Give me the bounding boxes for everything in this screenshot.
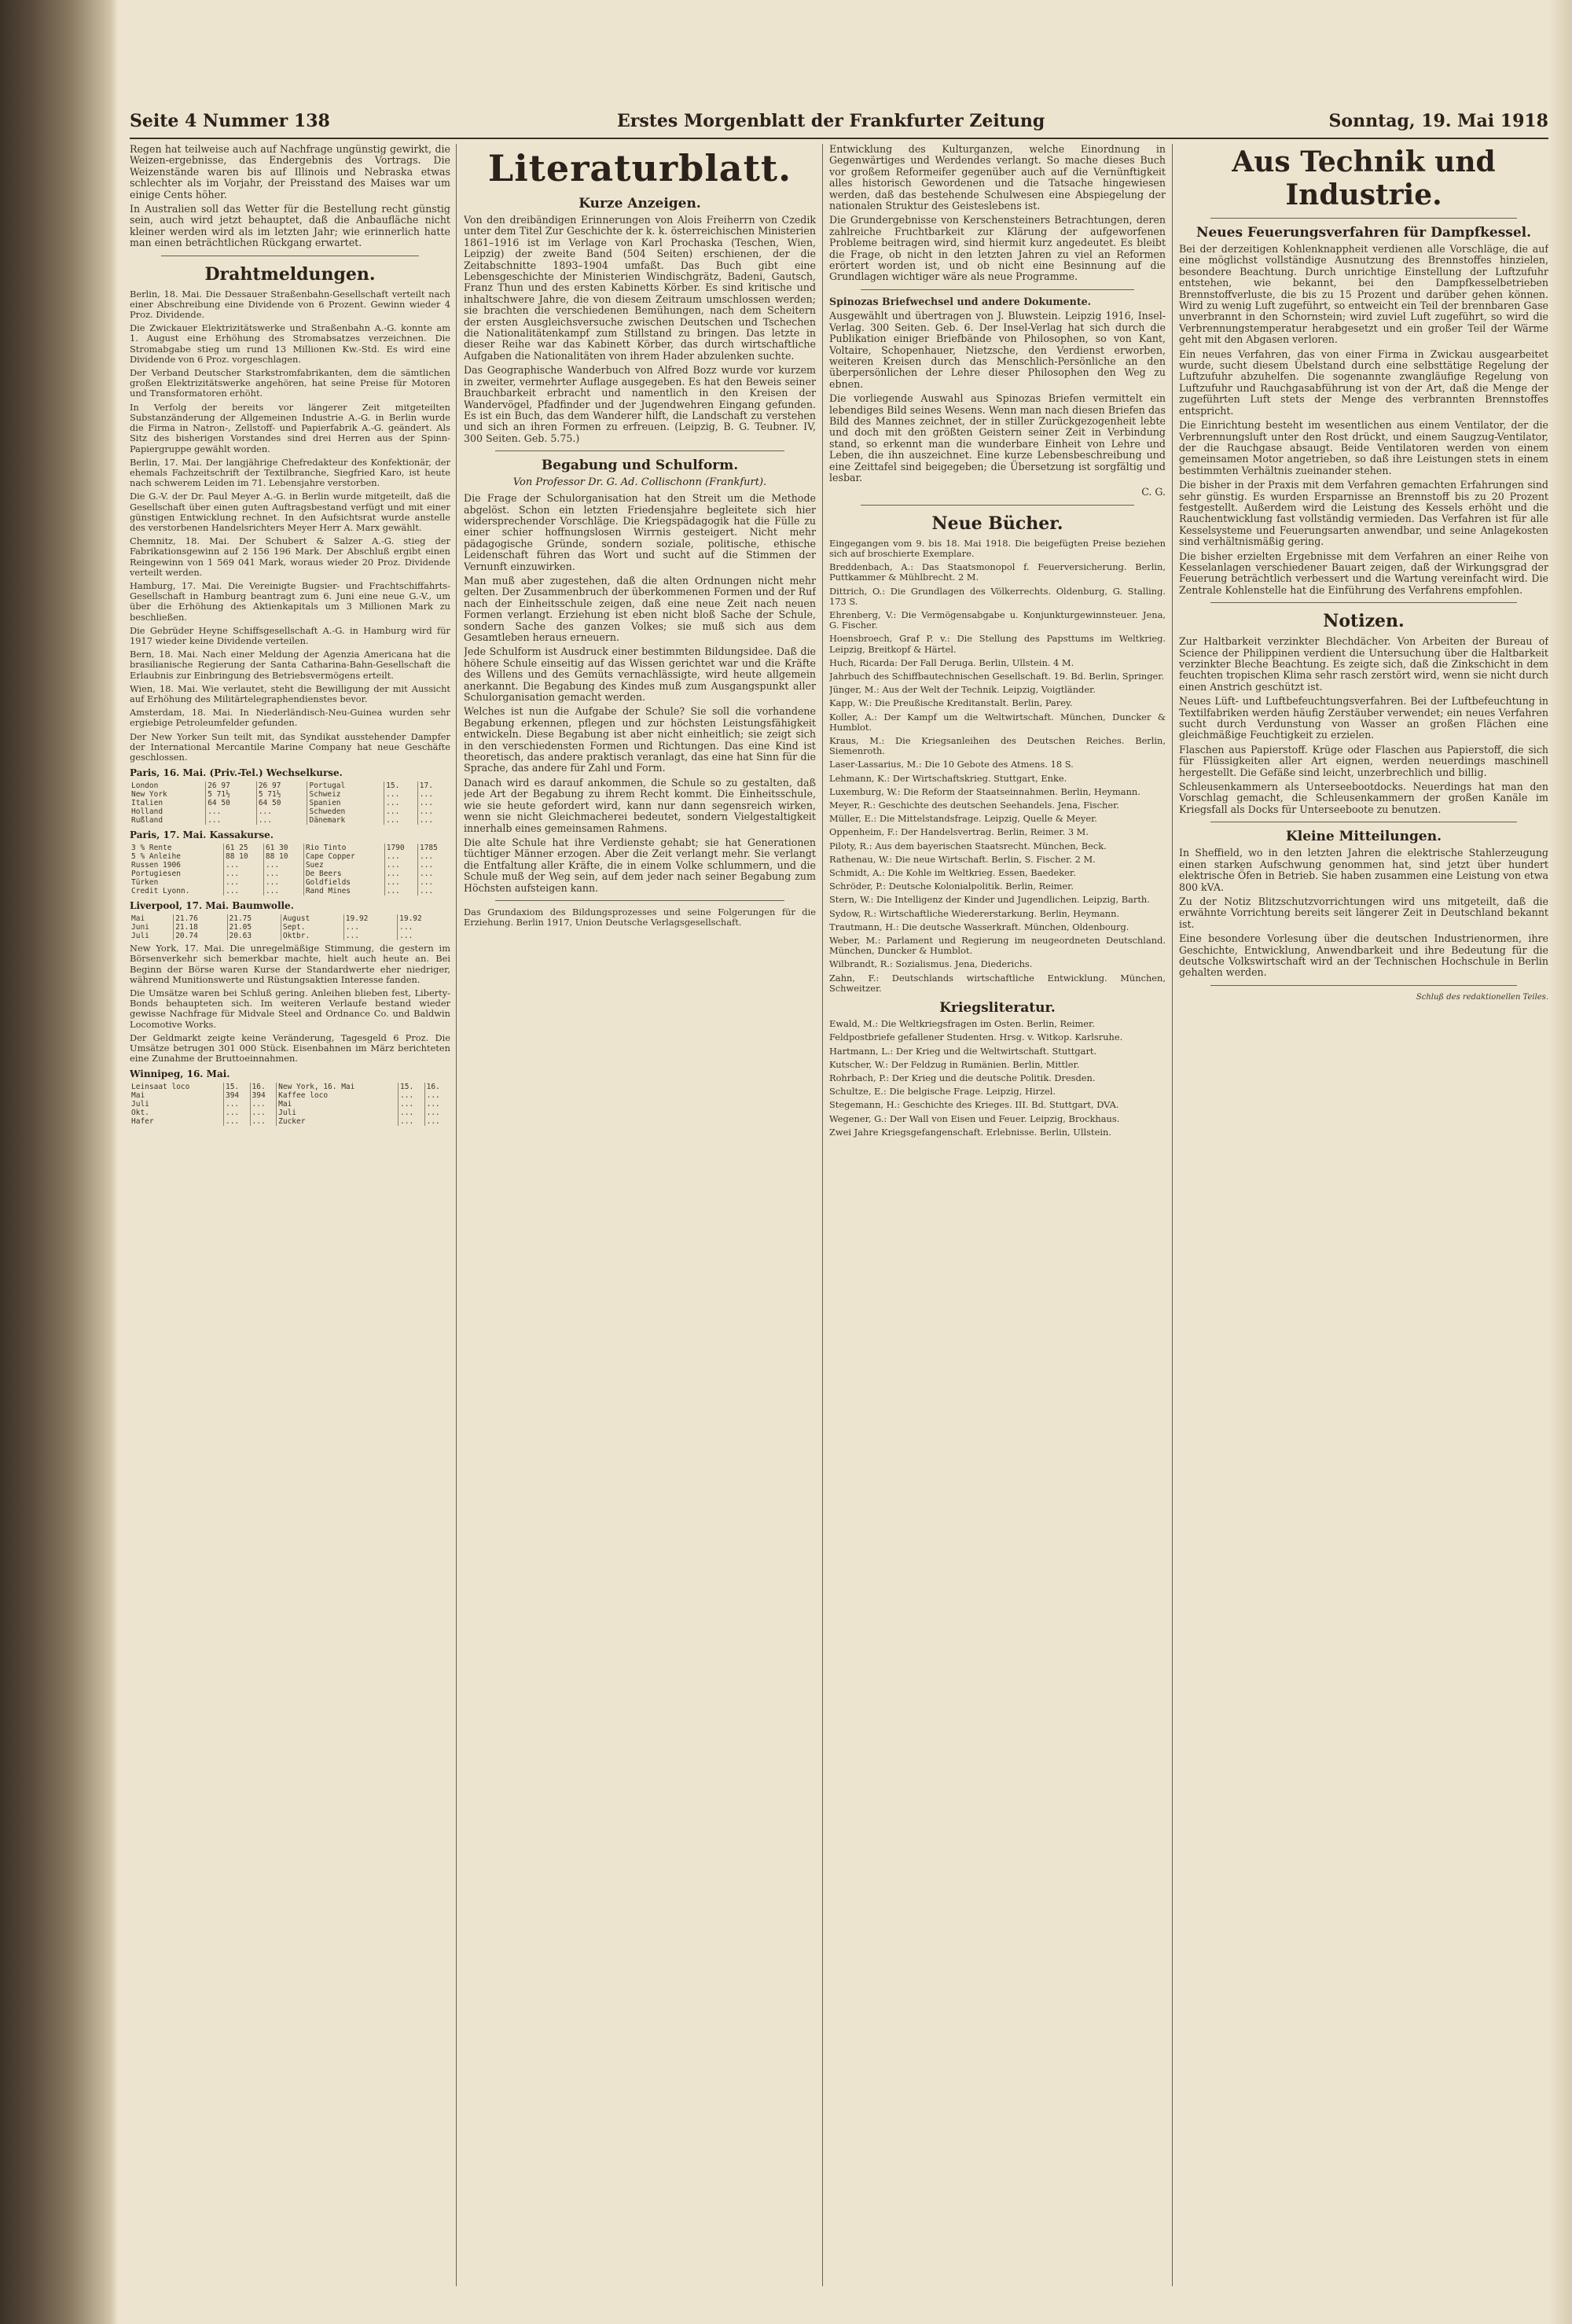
market-table-paris-cash <box>130 844 450 895</box>
war-book-list <box>829 1019 1166 1138</box>
section-title-kleine-mitteilungen: Kleine Mitteilungen. <box>1285 829 1442 845</box>
book-entry: Schröder, P.: Deutsche Kolonialpolitik. Berlin, Reimer. <box>829 881 1074 892</box>
market-cell: ... <box>384 852 417 861</box>
market-cell: Credit Lyonn. <box>130 887 223 895</box>
book-entry: Ewald, M.: Die Weltkriegsfragen im Osten. Berlin, Reimer. <box>829 1018 1095 1030</box>
market-cell: Rand Mines <box>303 887 384 895</box>
market-row <box>130 844 450 852</box>
market-cell: ... <box>223 1109 250 1117</box>
market-row <box>130 799 450 807</box>
market-cell: 21.76 <box>174 914 227 923</box>
issue-date: Sonntag, 19. Mai 1918 <box>1328 111 1548 131</box>
market-title: Paris, 17. Mai. Kassakurse. <box>130 829 274 841</box>
market-cell: Juli <box>130 932 174 940</box>
market-cell: Juli <box>130 1100 223 1109</box>
market-row <box>130 923 450 932</box>
paragraph: Flaschen aus Papierstoff. Krüge oder Flaschen aus Papierstoff, die sich für Flüssigkeiten aller Art eignen, werden neuerdings maschinell hergestellt. Die Gefäße sind leicht, unzerbrechlich und billig. <box>1179 743 1548 778</box>
book-entry: Hoensbroech, Graf P. v.: Die Stellung des Papsttums im Weltkrieg. Leipzig, Breitkopf & Härtel. <box>829 633 1166 655</box>
book-entry: Huch, Ricarda: Der Fall Deruga. Berlin, Ullstein. 4 M. <box>829 656 1074 668</box>
book-entry: Ehrenberg, V.: Die Vermögensabgabe u. Konjunkturgewinnsteuer. Jena, G. Fischer. <box>829 609 1166 631</box>
wire-report: Die Gebrüder Heyne Schiffsgesellschaft A.-G. in Hamburg wird für 1917 wieder keine Dividende verteilen. <box>130 624 450 646</box>
market-cell: ... <box>384 807 418 816</box>
book-entry: Dittrich, O.: Die Grundlagen des Völkerrechts. Oldenburg, G. Stalling. 173 S. <box>829 585 1166 607</box>
book-entry: Laser-Lassarius, M.: Die 10 Gebote des Atmens. 18 S. <box>829 759 1074 770</box>
book-entry: Jünger, M.: Aus der Welt der Technik. Leipzig, Voigtländer. <box>829 684 1096 696</box>
market-row <box>130 914 450 923</box>
market-cell: Schweden <box>307 807 384 816</box>
book-entry: Schultze, E.: Die belgische Frage. Leipzig, Hirzel. <box>829 1086 1056 1098</box>
paragraph: Eine besondere Vorlesung über die deutschen Industrienormen, ihre Geschichte, Entwicklung, Anwendbarkeit und ihre Bedeutung für die deutsche Volkswirtschaft wird an der Technischen Hochschule in Berlin gehalten werden. <box>1179 932 1548 979</box>
market-cell: Rußland <box>130 816 206 825</box>
review-heading <box>829 296 1166 307</box>
divider <box>1210 218 1517 219</box>
divider <box>861 289 1134 290</box>
newspaper-page <box>130 106 1548 2292</box>
market-cell: 19.92 <box>343 914 397 923</box>
wire-reports <box>130 289 450 763</box>
market-cell: ... <box>419 790 433 800</box>
market-row <box>130 781 450 790</box>
market-cell: ... <box>399 1117 425 1126</box>
market-cell: 61 25 <box>223 844 263 852</box>
market-cell: 64 50 <box>206 799 257 807</box>
market-row <box>130 807 450 816</box>
book-entry: Kutscher, W.: Der Feldzug in Rumänien. Berlin, Mittler. <box>829 1058 1080 1070</box>
market-cell: Kaffee loco <box>277 1091 399 1100</box>
market-cell: ... <box>223 1100 250 1109</box>
wire-report: Die G.-V. der Dr. Paul Meyer A.-G. in Berlin wurde mitgeteilt, daß die Gesellschaft über einen guten Auftragsbestand verfügt und mit einer günstigen Entwicklung rechnet. In den Aufsichtsrat wurde anstelle des verstorbenen Handelsrichters Meyer Herr A. Marx gewählt. <box>130 491 450 533</box>
market-cell: ... <box>384 790 418 799</box>
book-entry: Koller, A.: Der Kampf um die Weltwirtschaft. München, Duncker & Humblot. <box>829 711 1166 733</box>
section-title-neue-buecher: Neue Bücher. <box>931 513 1063 534</box>
review-signature: C. G. <box>1141 486 1166 498</box>
book-entry: Rathenau, W.: Die neue Wirtschaft. Berlin, S. Fischer. 2 M. <box>829 853 1096 865</box>
paragraph: Die Frage der Schulorganisation hat den Streit um die Methode abgelöst. Schon ein letzten Friedensjahre begleitete sich hier widersprechender Vorschläge. Die Kriegspädagogik hat die Fülle zu einer schier hoffnungslosen Wirrnis gesteigert. Nicht mehr pädagogische Gründe, sondern soziale, politische, ethische Leidenschaft führen das Wort und sucht auf die Stimmen der Vernunft einzuwirken. <box>464 492 816 572</box>
market-cell: 64 50 <box>256 799 307 807</box>
market-cell: ... <box>250 1109 277 1117</box>
market-cell: 16. <box>250 1083 277 1091</box>
market-cell: Mai <box>277 1100 399 1109</box>
footnote: Das Grundaxiom des Bildungsprozesses und seine Folgerungen für die Erziehung. Berlin 1917, Union Deutsche Verlagsgesellschaft. <box>464 906 816 928</box>
market-table-liverpool-cotton <box>130 914 450 940</box>
wire-report: Hamburg, 17. Mai. Die Vereinigte Bugsier- und Frachtschiffahrts-Gesellschaft in Hamburg beantragt zum 6. Juni eine neue G.-V., um über die Erhöhung des Aktienkapitals um 3 Millionen Mark zu beschließen. <box>130 579 450 623</box>
paragraph: Ausgewählt und übertragen von J. Bluwstein. Leipzig 1916, Insel-Verlag. 300 Seiten. Geb. 6. Der Insel-Verlag hat sich durch die Publikation einiger Briefbände von Philosophen, so von Kant, Voltaire, Schopenhauer, Nietzsche, den Verdienst erworben, weiteren Kreisen durch das Menschlich-Persönliche an den überpersönlichen der Lehre dieser Philosophen den Weg zu ebnen. <box>829 310 1166 390</box>
paragraph: Die Grundergebnisse von Kerschensteiners Betrachtungen, deren zahlreiche Fruchtbarkeit zur Klärung der aufgeworfenen Probleme beitragen wird, sind hiermit kurz angedeutet. Es bleibt die Frage, ob nicht in den letzten Jahren zu viel an Reformen erörtert worden ist, und ob nicht eine Besinnung auf die Grundlagen wichtiger wäre als neue Programme. <box>829 214 1166 283</box>
column-technology <box>1179 144 1548 2286</box>
book-entry: Kraus, M.: Die Kriegsanleihen des Deutschen Reiches. Berlin, Siemenroth. <box>829 735 1166 757</box>
market-cell: ... <box>419 870 434 879</box>
market-cell: New York <box>130 790 206 799</box>
market-cell: ... <box>419 878 434 888</box>
book-entry: Oppenheim, F.: Der Handelsvertrag. Berlin, Reimer. 3 M. <box>829 826 1089 838</box>
market-cell: Juni <box>130 923 174 932</box>
market-cell: ... <box>399 1091 425 1100</box>
divider <box>495 900 784 901</box>
market-cell: ... <box>223 861 263 870</box>
market-cell: ... <box>343 932 397 940</box>
market-row <box>130 1083 450 1091</box>
masthead-title: Erstes Morgenblatt der Frankfurter Zeitung <box>617 111 1045 131</box>
market-row <box>130 1091 450 1100</box>
column-rule <box>456 144 457 2286</box>
market-cell: 394 <box>223 1091 250 1100</box>
market-cell: ... <box>250 1117 277 1126</box>
wire-report: Bern, 18. Mai. Nach einer Meldung der Agenzia Americana hat die brasilianische Regierung der Santa Catharina-Bahn-Gesellschaft die Erlaubnis zur Einbringung des Betriebsvermögens erteilt. <box>130 649 450 681</box>
market-cell: ... <box>399 932 413 941</box>
market-row <box>130 790 450 799</box>
market-cell: 21.18 <box>174 923 227 932</box>
wire-report: Die Zwickauer Elektrizitätswerke und Straßenbahn A.-G. konnte am 1. August eine Erhöhung des Stromabsatzes verzeichnen. Die Stromabgabe stieg um rund 13 Millionen Kw.-Std. Es wird eine Dividende von 6 Proz. vorgeschlagen. <box>130 322 450 365</box>
market-cell: ... <box>419 861 434 870</box>
market-cell: ... <box>426 1109 440 1118</box>
market-cell: 1790 <box>384 844 417 852</box>
paragraph: New York, 17. Mai. Die unregelmäßige Stimmung, die gestern im Börsenverkehr sich bemerkbar machte, hielt auch heute an. Bei Beginn der Börse waren Kurse der Standardwerte eher niedriger, während Munitionswerte und Rüstungsaktien Interesse fanden. <box>130 943 450 985</box>
book-entry: Lehmann, K.: Der Wirtschaftskrieg. Stuttgart, Enke. <box>829 772 1067 784</box>
book-entry: Meyer, R.: Geschichte des deutschen Seehandels. Jena, Fischer. <box>829 800 1119 811</box>
column-rule <box>1172 144 1173 2286</box>
market-cell: 1785 <box>419 844 438 853</box>
market-cell: 5 71½ <box>206 790 257 799</box>
market-cell: ... <box>419 887 434 896</box>
paragraph: Schleusenkammern als Unterseebootdocks. Neuerdings hat man den Vorschlag gemacht, die Schleusenkammern der großen Kanäle im Kriegsfall als Docks für Unterseeboote zu benutzen. <box>1179 781 1548 815</box>
paragraph: Jede Schulform ist Ausdruck einer bestimmten Bildungsidee. Daß die höhere Schule einseitig auf das Wissen gerichtet war und die Kräfte des Willens und des Gemüts vernachlässigte, wird heute allgemein anerkannt. Die Begabung des Kindes muß zum Ausgangspunkt aller Schulorganisation gemacht werden. <box>464 645 816 704</box>
divider <box>1210 602 1517 603</box>
market-cell: ... <box>223 887 263 895</box>
market-cell: Italien <box>130 799 206 807</box>
market-cell: 3 % Rente <box>130 844 223 852</box>
wire-report: Der New Yorker Sun teilt mit, das Syndikat ausstehender Dampfer der International Mercantile Marine Company hat neue Geschäfte geschlossen. <box>130 730 450 763</box>
book-entry: Weber, M.: Parlament und Regierung im neugeordneten Deutschland. München, Duncker & Humblot. <box>829 935 1166 957</box>
paragraph: Man muß aber zugestehen, daß die alten Ordnungen nicht mehr gelten. Der Zusammenbruch der überkommenen Formen und der Ruf nach der Einheitsschule zeigen, daß eine neue Zeit nach neuen Formen verlangt. Erziehung ist eben nicht bloß Sache der Schule, sondern Sache des ganzen Volkes; sie muß sich aus dem Gesamtleben heraus erneuern. <box>464 574 816 643</box>
market-cell: 20.74 <box>174 932 227 940</box>
market-cell: ... <box>399 1109 425 1117</box>
paragraph: Neues Lüft- und Luftbefeuchtungsverfahren. Bei der Luftbefeuchtung in Textilfabriken werden häufig Zerstäuber verwendet; ein neues Verfahren sucht durch Verdunstung von Wasser an großen Flächen eine gleichmäßige Feuchtigkeit zu erzielen. <box>1179 695 1548 741</box>
book-entry: Zwei Jahre Kriegsgefangenschaft. Erlebnisse. Berlin, Ullstein. <box>829 1126 1111 1138</box>
column-literature <box>464 144 816 2286</box>
section-title-notizen: Notizen. <box>1323 611 1405 632</box>
market-title: Liverpool, 17. Mai. Baumwolle. <box>130 900 294 912</box>
market-cell: De Beers <box>303 870 384 878</box>
article-title: Begabung und Schulform. <box>541 458 739 474</box>
market-cell: 15. <box>223 1083 250 1091</box>
book-list <box>829 562 1166 994</box>
market-row <box>130 852 450 861</box>
market-cell: ... <box>263 887 303 895</box>
market-cell: 15. <box>399 1083 425 1091</box>
market-cell: Mai <box>130 1091 223 1100</box>
paragraph: Regen hat teilweise auch auf Nachfrage ungünstig gewirkt, die Weizen-ergebnisse, das Endergebnis des Vortrags. Die Weizenstände waren bis auf Illinois und Nebraska etwas schlechter als im Vorjahr, der Preisstand des Maises war um einige Cents höher. <box>130 144 450 200</box>
book-binding-shadow <box>0 0 118 2324</box>
paragraph: In Australien soll das Wetter für die Bestellung recht günstig sein, auch wird jetzt behauptet, daß die Anbaufläche nicht kleiner werden wird als im letzten Jahr; wie erinnerlich hatte man einen beträchtlichen Rückgang erwartet. <box>130 203 450 249</box>
book-entry: Stegemann, H.: Geschichte des Krieges. III. Bd. Stuttgart, DVA. <box>829 1099 1119 1111</box>
market-cell: Leinsaat loco <box>130 1083 223 1091</box>
market-cell: 16. <box>426 1083 440 1092</box>
section-title-drahtmeldungen: Drahtmeldungen. <box>204 263 376 285</box>
market-cell: ... <box>426 1117 440 1127</box>
market-cell: Rio Tinto <box>303 844 384 852</box>
market-cell: 20.63 <box>227 932 281 940</box>
column-books <box>829 144 1166 2286</box>
book-entry: Wilbrandt, R.: Sozialismus. Jena, Diederichs. <box>829 958 1033 970</box>
market-cell: New York, 16. Mai <box>277 1083 399 1091</box>
book-entry: Rohrbach, P.: Der Krieg und die deutsche Politik. Dresden. <box>829 1072 1096 1083</box>
market-cell: Cape Copper <box>303 852 384 861</box>
paragraph: Die bisher erzielten Ergebnisse mit dem Verfahren an einer Reihe von Kesselanlagen verschiedener Bauart zeigen, daß der Wirkungsgrad der Feuerung beträchtlich verbessert und die Wartung vereinfacht wird. Die Zentrale Kohlenstelle hat die Einführung des Verfahrens empfohlen. <box>1179 550 1548 596</box>
market-cell: Okt. <box>130 1109 223 1117</box>
market-cell: 394 <box>250 1091 277 1100</box>
market-table-paris-exchange <box>130 781 450 825</box>
market-cell: Holland <box>130 807 206 816</box>
column-economy <box>130 144 450 2286</box>
market-cell: ... <box>384 799 418 807</box>
paragraph: Von den dreibändigen Erinnerungen von Alois Freiherrn von Czedik unter dem Titel Zur Geschichte der k. k. österreichischen Ministerien 1861–1916 ist im Verlage von Karl Prochaska (Teschen, Wien, Leipzig) der zweite Band (504 Seiten) erschienen, der die Zeitabschnitte 1893–1904 umfaßt. Das Buch gibt eine Lebensgeschichte der Ministerien Windischgrätz, Badeni, Gautsch, Franz Thun und des ersten Kabinetts Körber. Es sind kritische und inhaltschwere Jahre, die von diesem Zeitraum umschlossen werden; sie brachten die verschiedenen Bemühungen, nach dem Scheitern der ersten Ausgleichsversuche zwischen Deutschen und Tschechen die Nationalitätenkampf zum Stillstand zu bringen. Das letzte in dieser Reihe war das Kabinett Körber, das durch wirtschaftliche Aufgaben die Nationalitäten von ihrem Hader abzulenken suchte. <box>464 214 816 362</box>
wire-report: Der Verband Deutscher Starkstromfabrikanten, dem die sämtlichen großen Elektrizitätswerke angehören, hat seine Preise für Motoren und Transformatoren erhöht. <box>130 367 450 399</box>
market-cell: ... <box>419 816 433 826</box>
market-row <box>130 870 450 878</box>
market-cell: ... <box>263 861 303 870</box>
market-cell: Portugiesen <box>130 870 223 878</box>
market-cell: Zucker <box>277 1117 399 1126</box>
book-entry: Kapp, W.: Die Preußische Kreditanstalt. Berlin, Parey. <box>829 697 1073 709</box>
market-cell: ... <box>343 923 397 932</box>
book-entry: Jahrbuch des Schiffbautechnischen Gesellschaft. 19. Bd. Berlin, Springer. <box>829 671 1165 682</box>
divider <box>861 505 1134 506</box>
wire-report: Wien, 18. Mai. Wie verlautet, steht die Bewilligung der mit Aussicht auf Erhöhung des Militärtelegraphendienstes bevor. <box>130 682 450 704</box>
market-cell: Mai <box>130 914 174 923</box>
market-cell: Suez <box>303 861 384 870</box>
market-cell: ... <box>419 852 434 862</box>
market-cell: ... <box>223 1117 250 1126</box>
market-cell: ... <box>426 1100 440 1109</box>
paragraph: In Sheffield, wo in den letzten Jahren die elektrische Stahlerzeugung einen starken Aufschwung genommen hat, sind jetzt über hundert elektrische Öfen in Betrieb. Sie haben zusammen eine Leistung von etwa 800 kVA. <box>1179 847 1548 893</box>
paragraph: Danach wird es darauf ankommen, die Schule so zu gestalten, daß jede Art der Begabung zu ihrem Recht kommt. Die Einheitsschule, wie sie heute gefordert wird, kann nur dann segensreich wirken, wenn sie nicht Gleichmacherei bedeutet, sondern Vielgestaltigkeit innerhalb eines gemeinsamen Rahmens. <box>464 776 816 834</box>
book-entry: Piloty, R.: Aus dem bayerischen Staatsrecht. München, Beck. <box>829 840 1107 851</box>
market-cell: ... <box>206 816 257 825</box>
wire-report: Berlin, 17. Mai. Der langjährige Chefredakteur des Konfektionär, der ehemals Fachzeitschrift der Textilbranche, Siegfried Karo, ist heute nach schwerem Leiden im 71. Lebensjahre verstorben. <box>130 456 450 489</box>
book-entry: Luxemburg, W.: Die Reform der Staatseinnahmen. Berlin, Heymann. <box>829 785 1140 797</box>
section-title-technik: Aus Technik und Industrie. <box>1232 145 1496 211</box>
paragraph: Zu der Notiz Blitzschutzvorrichtungen wird uns mitgeteilt, daß die erwähnte Vorrichtung bereits seit längerer Zeit in Deutschland bekannt ist. <box>1179 895 1548 930</box>
editorial-end-note: Schluß des redaktionellen Teiles. <box>1416 992 1548 1002</box>
book-entry: Feldpostbriefe gefallener Studenten. Hrsg. v. Witkop. Karlsruhe. <box>829 1031 1123 1043</box>
divider <box>1210 985 1517 986</box>
market-cell: 17. <box>419 781 433 791</box>
market-cell: ... <box>256 807 307 816</box>
market-cell: Goldfields <box>303 878 384 887</box>
book-entry: Stern, W.: Die Intelligenz der Kinder und Jugendlichen. Leipzig, Barth. <box>829 894 1150 906</box>
paragraph: Der Geldmarkt zeigte keine Veränderung, Tagesgeld 6 Proz. Die Umsätze betrugen 301 000 Stück. Eisenbahnen im März berichteten eine Zunahme der Bruttoeinnahmen. <box>130 1031 450 1065</box>
page-number: Seite 4 Nummer 138 <box>130 111 330 131</box>
market-row <box>130 816 450 825</box>
paragraph: Zur Haltbarkeit verzinkter Blechdächer. Von Arbeiten der Bureau of Science der Philippinen verdient die Untersuchung über die Haltbarkeit verzinkter Bleche Beachtung. Es zeigte sich, daß die Zinkschicht in dem feuchten tropischen Klima sehr rasch zerstört wird, wenn sie nicht durch einen Anstrich geschützt ist. <box>1179 635 1548 693</box>
review-title: Spinozas Briefwechsel und andere Dokumente. <box>829 295 1092 307</box>
wire-report: Amsterdam, 18. Mai. In Niederländisch-Neu-Guinea wurden sehr ergiebige Petroleumfelder gefunden. <box>130 707 450 729</box>
market-cell: ... <box>263 870 303 878</box>
book-entry: Sydow, R.: Wirtschaftliche Wiedererstarkung. Berlin, Heymann. <box>829 907 1120 919</box>
market-cell: ... <box>263 878 303 887</box>
wire-report: In Verfolg der bereits vor längerer Zeit mitgeteilten Substanzänderung der Allgemeinen Industrie A.-G. in Berlin wurde die Firma in Natron-, Zellstoff- und Papierfabrik A.-G. geändert. Als Sitz des bisherigen Vorstandes sind drei Herren aus der Spinn-Papiergruppe gewählt worden. <box>130 401 450 454</box>
market-row <box>130 1109 450 1117</box>
market-cell: London <box>130 781 206 790</box>
market-cell: ... <box>399 923 413 932</box>
book-entry: Breddenbach, A.: Das Staatsmonopol f. Feuerversicherung. Berlin, Puttkammer & Mühlbrecht. 2 M. <box>829 561 1166 583</box>
book-entry: Wegener, G.: Der Wall von Eisen und Feuer. Leipzig, Brockhaus. <box>829 1112 1120 1124</box>
paragraph: Die Umsätze waren bei Schluß gering. Anleihen blieben fest, Liberty-Bonds behaupteten sich. Im weiteren Verlaufe bestand wieder gewisse Nachfrage für Midvale Steel and Ordnance Co. und Baldwin Locomotive Works. <box>130 987 450 1030</box>
market-cell: Schweiz <box>307 790 384 799</box>
market-cell: 88 10 <box>223 852 263 861</box>
market-cell: Dänemark <box>307 816 384 825</box>
book-entry: Zahn, F.: Deutschlands wirtschaftliche Entwicklung. München, Schweitzer. <box>829 972 1166 994</box>
market-cell: 88 10 <box>263 852 303 861</box>
article-byline: Von Professor Dr. G. Ad. Collischonn (Frankfurt). <box>512 476 767 489</box>
market-row <box>130 1117 450 1126</box>
market-row <box>130 887 450 895</box>
market-cell: ... <box>419 799 433 808</box>
market-cell: Juli <box>277 1109 399 1117</box>
market-cell: ... <box>223 870 263 878</box>
market-cell: ... <box>384 878 417 887</box>
market-cell: 61 30 <box>263 844 303 852</box>
column-rule <box>822 144 823 2286</box>
market-cell: Spanien <box>307 799 384 807</box>
book-entry: Schmidt, A.: Die Kohle im Weltkrieg. Essen, Baedeker. <box>829 867 1076 879</box>
market-cell: ... <box>384 861 417 870</box>
paragraph: Die Einrichtung besteht im wesentlichen aus einem Ventilator, der die Verbrennungsluft unter den Rost drückt, und einem Saugzug-Ventilator, der die Rauchgase absaugt. Beide Ventilatoren werden von einem gemeinsamen Motor angetrieben, so daß ihre Leistungen stets in einem bestimmten Verhältnis zueinander stehen. <box>1179 419 1548 476</box>
market-cell: ... <box>206 807 257 816</box>
market-cell: Türken <box>130 878 223 887</box>
market-cell: 15. <box>384 781 418 790</box>
market-cell: Russen 1906 <box>130 861 223 870</box>
market-row <box>130 1100 450 1109</box>
page-edge <box>1548 0 1572 2324</box>
market-cell: ... <box>384 816 418 825</box>
market-cell: Hafer <box>130 1117 223 1126</box>
market-cell: ... <box>399 1100 425 1109</box>
market-title: Paris, 16. Mai. (Priv.-Tel.) Wechselkurse. <box>130 767 343 779</box>
market-cell: ... <box>250 1100 277 1109</box>
paragraph: Das Geographische Wanderbuch von Alfred Bozz wurde vor kurzem in zweiter, vermehrter Auflage ausgegeben. Es hat den Beweis seiner Brauchbarkeit erbracht und namentlich in den Kreisen der Wandervögel, Pfadfinder und der Jugendwehren Eingang gefunden. Es ist ein Buch, das dem Wanderer hilft, die Landschaft zu verstehen und sich an ihren Formen zu erfreuen. (Leipzig, B. G. Teubner. IV, 300 Seiten. Geb. 5.75.) <box>464 364 816 444</box>
market-cell: ... <box>426 1091 440 1101</box>
market-cell: ... <box>256 816 307 825</box>
market-cell: 5 71½ <box>256 790 307 799</box>
market-cell: 21.75 <box>227 914 281 923</box>
paragraph: Die bisher in der Praxis mit dem Verfahren gemachten Erfahrungen sind sehr günstig. Es wurden Ersparnisse an Brennstoff bis zu 20 Prozent festgestellt. Außerdem wird die Leistung des Kessels erhöht und die Rauchentwicklung fast vollständig vermieden. Das Verfahren ist für alle Kesselsysteme und Feuerungsarten anwendbar, und seine Anlagekosten sind verhältnismäßig gering. <box>1179 479 1548 548</box>
section-title-kriegsliteratur: Kriegsliteratur. <box>939 1000 1056 1017</box>
market-cell: 26 97 <box>206 781 257 790</box>
market-title: Winnipeg, 16. Mai. <box>130 1068 230 1080</box>
newyork-report <box>130 943 450 1064</box>
article-title: Neues Feuerungsverfahren für Dampfkessel. <box>1196 225 1532 241</box>
book-entry: Müller, E.: Die Mittelstandsfrage. Leipzig, Quelle & Meyer. <box>829 813 1097 825</box>
wire-report: Berlin, 18. Mai. Die Dessauer Straßenbahn-Gesellschaft verteilt nach einer Abschreibung eine Dividende von 6 Prozent. Gewinn wieder 4 Proz. Dividende. <box>130 288 450 321</box>
book-list-intro: Eingegangen vom 9. bis 18. Mai 1918. Die beigefügten Preise beziehen sich auf broschierte Exemplare. <box>829 537 1166 559</box>
market-cell: Portugal <box>307 781 384 790</box>
market-row <box>130 932 450 940</box>
paragraph: Die alte Schule hat ihre Verdienste gehabt; sie hat Generationen tüchtiger Männer erzogen. Aber die Zeit verlangt mehr. Sie verlangt die Entfaltung aller Kräfte, die in einem Volke schlummern, und die Schule muß der Weg sein, auf dem jeder nach seiner Begabung zum Höchsten aufsteigen kann. <box>464 836 816 894</box>
market-cell: ... <box>384 870 417 878</box>
market-row <box>130 878 450 887</box>
market-table-winnipeg <box>130 1083 450 1126</box>
paragraph: Entwicklung des Kulturganzen, welche Einordnung in Gegenwärtiges und Werdendes verlangt. So mache dieses Buch vor großem Reformeifer gegenüber auch auf die Vernünftigkeit alles historisch Gewordenen und die Tatsache hingewiesen werden, daß das bestehende Schulwesen eine Abspiegelung der nationalen Struktur des Geisteslebens ist. <box>829 144 1166 212</box>
subsection-title: Kurze Anzeigen. <box>578 196 701 211</box>
market-cell: ... <box>419 807 433 817</box>
section-title-literaturblatt: Literaturblatt. <box>487 147 792 189</box>
market-cell: 19.92 <box>399 914 422 924</box>
market-cell: August <box>281 914 343 923</box>
paragraph: Die vorliegende Auswahl aus Spinozas Briefen vermittelt ein lebendiges Bild seines Wesens. Wenn man nach diesen Briefen das Bild des Mannes zeichnet, der in stiller Zurückgezogenheit lebte und doch mit den größten Geistern seiner Zeit in Verbindung stand, so erkennt man die wunderbare Einheit von Lehre und Leben, die ihn auszeichnet. Eine kurze Lebensbeschreibung und eine Zeittafel sind beigegeben; die Übersetzung ist sorgfältig und lesbar. <box>829 392 1166 484</box>
market-cell: ... <box>384 887 417 895</box>
market-cell: ... <box>223 878 263 887</box>
book-entry: Trautmann, H.: Die deutsche Wasserkraft. München, Oldenbourg. <box>829 921 1129 932</box>
book-entry: Hartmann, L.: Der Krieg und die Weltwirtschaft. Stuttgart. <box>829 1045 1097 1057</box>
paragraph: Welches ist nun die Aufgabe der Schule? Sie soll die vorhandene Begabung erkennen, pflegen und zur höchsten Leistungsfähigkeit entwickeln. Diese Begabung ist aber nicht einheitlich; sie zeigt sich in den verschiedensten Formen und Richtungen. Das eine Kind ist theoretisch, das andere praktisch veranlagt, das eine hat Sinn für die Sprache, das andere für Zahl und Form. <box>464 705 816 774</box>
market-cell: Oktbr. <box>281 932 343 940</box>
market-cell: Sept. <box>281 923 343 932</box>
paragraph: Ein neues Verfahren, das von einer Firma in Zwickau ausgearbeitet wurde, sucht diesem Übelstand durch eine selbsttätige Regelung der Luftzufuhr abzuhelfen. Die sogenannte zwangläufige Regelung von Luftzufuhr und Rauchgasabführung ist von der Art, daß die Menge der zugeführten Luft stets der Menge des verbrannten Brennstoffes entspricht. <box>1179 347 1548 417</box>
market-cell: 21.05 <box>227 923 281 932</box>
running-header <box>130 106 1548 139</box>
wire-report: Chemnitz, 18. Mai. Der Schubert & Salzer A.-G. stieg der Fabrikationsgewinn auf 2 156 196 Mark. Der Abschluß ergibt einen Reingewinn von 1 569 041 Mark, woraus wieder 20 Proz. Dividende verteilt werden. <box>130 535 450 578</box>
divider <box>495 450 784 451</box>
market-cell: 5 % Anleihe <box>130 852 223 861</box>
market-row <box>130 861 450 870</box>
market-cell: 26 97 <box>256 781 307 790</box>
paragraph: Bei der derzeitigen Kohlenknappheit verdienen alle Vorschläge, die auf eine möglichst vollständige Ausnutzung des Brennstoffes hinzielen, besondere Beachtung. Durch unrichtige Einstellung der Luftzufuhr entstehen, wie bekannt, bei den Dampfkesselbetrieben Brennstoffverluste, die bis zu 15 Prozent und darüber gehen können. Wird zu wenig Luft zugeführt, so entweicht ein Teil der brennbaren Gase unverbrannt in den Schornstein; wird zuviel Luft zugeführt, so wird die Verbrennungstemperatur herabgesetzt und ein großer Teil der Wärme geht mit den Abgasen verloren. <box>1179 243 1548 346</box>
